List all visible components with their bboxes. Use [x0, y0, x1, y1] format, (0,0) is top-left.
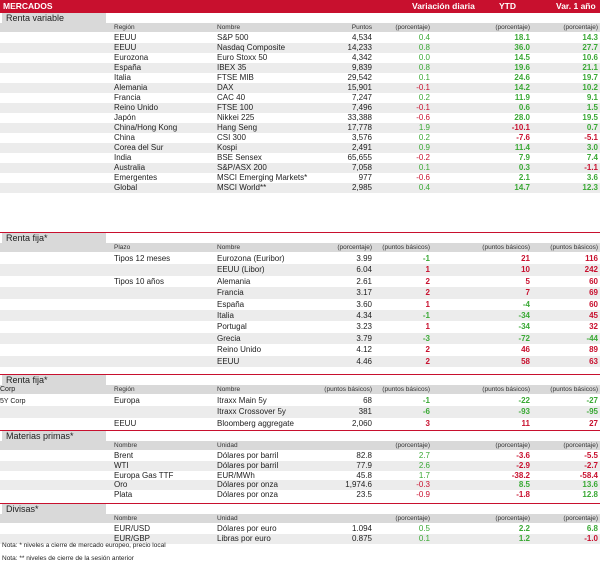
renta_variable-cell-5: 21.1 — [582, 63, 598, 72]
renta_fija-cell-3: 1 — [425, 299, 430, 309]
renta_variable-cell-5: 0.7 — [586, 123, 598, 132]
renta_variable-cell-4: 19.6 — [514, 63, 530, 72]
renta_variable-cell-4: 11.9 — [514, 93, 530, 102]
renta_variable-cell-2: 977 — [358, 173, 372, 182]
renta_fija_corp-col-1: Nombre — [217, 386, 241, 393]
materias-col-5: (porcentaje) — [563, 442, 598, 449]
renta_fija_corp-cell-0: Europa — [114, 396, 140, 405]
renta_fija_corp-cell-1: Bloomberg aggregate — [217, 418, 294, 428]
renta_variable-cell-4: 2.1 — [518, 173, 530, 182]
renta_fija-cell-5: 69 — [589, 288, 598, 298]
renta_variable-cell-2: 2,985 — [351, 183, 372, 192]
renta_variable-cell-4: 7.9 — [518, 153, 530, 162]
divisas-cell-2: 0.875 — [351, 534, 372, 543]
divisas-col-4: (porcentaje) — [495, 515, 530, 522]
renta_variable-cell-3: 0.8 — [418, 63, 430, 72]
materias-cell-4: -38.2 — [511, 470, 530, 480]
renta_fija_corp-cell-4: -93 — [518, 407, 530, 417]
renta_variable-cell-1: Nasdaq Composite — [217, 43, 286, 52]
renta_variable-cell-5: 3.0 — [586, 143, 598, 152]
renta_fija-cell-2: 6.04 — [356, 265, 372, 275]
renta_fija-cell-3: -1 — [422, 311, 430, 320]
renta_variable-cell-0: Italia — [114, 73, 131, 82]
renta_fija-cell-4: 5 — [525, 276, 530, 286]
renta_variable-col-5: (porcentaje) — [563, 24, 598, 31]
renta_fija-cell-3: 2 — [425, 288, 430, 298]
renta_variable-cell-1: S&P 500 — [217, 33, 249, 42]
materias-cell-3: -0.9 — [416, 490, 430, 500]
materias-col-4: (porcentaje) — [495, 442, 530, 449]
renta_fija-cell-2: 4.34 — [356, 311, 372, 320]
renta_fija-row — [0, 310, 600, 321]
renta_variable-col-1: Nombre — [217, 24, 241, 31]
markets-header — [0, 0, 600, 12]
materias-cell-3: 2.6 — [418, 460, 430, 470]
note-1: Nota: * niveles a cierre de mercado europeo, precio local — [2, 542, 166, 549]
renta_variable-cell-4: 0.6 — [518, 103, 530, 112]
materias-cell-5: -2.7 — [584, 460, 598, 470]
renta_variable-cell-3: 0.2 — [418, 93, 430, 102]
divisas-cell-0: EUR/USD — [114, 524, 151, 533]
divisas-cell-3: 0.1 — [418, 534, 430, 543]
divisas-cell-0: EUR/GBP — [114, 534, 151, 543]
renta_fija-cell-5: 242 — [584, 265, 598, 275]
renta_fija-cell-5: 60 — [589, 299, 598, 309]
renta_variable-cell-5: 19.7 — [582, 73, 598, 82]
renta_variable-cell-3: 0.1 — [418, 73, 430, 82]
renta_variable-cell-0: Japón — [114, 113, 136, 122]
renta_variable-cell-0: Emergentes — [114, 173, 158, 182]
renta_variable-cell-0: Corea del Sur — [114, 143, 164, 152]
renta_variable-cell-0: EEUU — [114, 33, 137, 42]
renta_fija-cell-2: 3.60 — [356, 299, 372, 309]
renta_fija-col-4: (puntos básicos) — [482, 244, 530, 251]
materias-cell-2: 45.8 — [356, 470, 372, 480]
materias-cell-5: -5.5 — [584, 451, 598, 460]
renta_fija-col-2: (porcentaje) — [337, 244, 372, 251]
renta_fija-cell-1: EEUU (Libor) — [217, 265, 265, 275]
header-1y: Var. 1 año — [556, 1, 596, 11]
renta_variable-cell-2: 4,342 — [351, 53, 372, 62]
materias-cell-5: 12.8 — [582, 490, 598, 500]
renta_variable-cell-0: Francia — [114, 93, 141, 102]
renta_variable-cell-3: 0.2 — [418, 133, 430, 142]
renta_fija_corp-cell-5: 27 — [589, 418, 598, 428]
renta_variable-cell-1: Hang Seng — [217, 123, 258, 132]
materias-cell-1: Dólares por barril — [217, 460, 279, 470]
divisas-row — [0, 524, 600, 534]
renta_variable-cell-4: 36.0 — [514, 43, 530, 52]
renta_variable-cell-5: 12.3 — [582, 183, 598, 192]
materias-cell-4: 8.5 — [518, 480, 530, 490]
divisas-cell-4: 2.2 — [518, 524, 530, 533]
renta_variable-subheader — [0, 23, 600, 32]
renta_fija-cell-4: -72 — [518, 333, 530, 343]
renta_fija-cell-3: -3 — [422, 333, 430, 343]
renta_variable-row — [0, 63, 600, 73]
renta_fija-cell-3: 2 — [425, 345, 430, 355]
header-title: MERCADOS — [3, 1, 53, 11]
renta_variable-cell-4: 11.4 — [514, 143, 530, 152]
renta_variable-row — [0, 93, 600, 103]
renta_fija-cell-5: 63 — [589, 356, 598, 366]
materias-title: Materias primas* — [2, 431, 106, 442]
materias-cell-1: Dólares por onza — [217, 480, 278, 490]
renta_variable-cell-0: Global — [114, 183, 138, 192]
renta_variable-cell-5: 7.4 — [586, 153, 598, 162]
renta_variable-cell-1: S&P/ASX 200 — [217, 163, 267, 172]
renta_fija-cell-4: -34 — [518, 311, 530, 320]
renta_variable-cell-0: Eurozona — [114, 53, 149, 62]
renta_variable-row — [0, 83, 600, 93]
renta_variable-cell-4: -7.6 — [516, 133, 530, 142]
renta_fija_corp-cell-5: -27 — [586, 396, 598, 405]
renta_variable-row — [0, 133, 600, 143]
renta_variable-cell-1: FTSE 100 — [217, 103, 254, 112]
renta_fija-cell-4: 58 — [521, 356, 530, 366]
renta_variable-cell-3: -0.6 — [416, 113, 430, 122]
materias-row — [0, 471, 600, 481]
divisas-cell-5: 6.8 — [586, 524, 598, 533]
renta_variable-row — [0, 183, 600, 193]
renta_fija_corp-col-0: Región — [114, 386, 135, 393]
renta_fija_corp-cell-3: -1 — [422, 396, 430, 405]
renta_fija_corp-col-4: (puntos básicos) — [482, 386, 530, 393]
renta_variable-col-0: Región — [114, 24, 135, 31]
renta_variable-cell-2: 7,058 — [351, 163, 372, 172]
renta_variable-cell-0: China — [114, 133, 135, 142]
renta_fija_corp-col-2: (puntos básicos) — [324, 386, 372, 393]
materias-row — [0, 490, 600, 500]
renta_variable-row — [0, 103, 600, 113]
renta_variable-row — [0, 33, 600, 43]
divisas-cell-2: 1.094 — [351, 524, 372, 533]
renta_variable-cell-5: -1.1 — [584, 163, 598, 172]
note-2: Nota: ** niveles de cierre de la sesión anterior — [2, 555, 134, 562]
renta_variable-cell-2: 2,491 — [351, 143, 372, 152]
renta_variable-cell-2: 7,496 — [351, 103, 372, 112]
renta_fija-cell-4: 46 — [521, 345, 530, 355]
renta_variable-cell-5: 10.2 — [582, 83, 598, 92]
renta_fija-cell-2: 2.61 — [356, 276, 372, 286]
renta_variable-cell-5: 10.6 — [582, 53, 598, 62]
renta_variable-cell-1: Nikkei 225 — [217, 113, 255, 122]
renta_variable-row — [0, 123, 600, 133]
renta_fija_corp-subheader — [0, 385, 600, 394]
renta_variable-cell-3: -0.1 — [416, 83, 430, 92]
renta_fija_corp-cell-2: 2,060 — [351, 418, 372, 428]
renta_fija_corp-cell-2: 381 — [358, 407, 372, 417]
renta_variable-row — [0, 73, 600, 83]
materias-cell-1: Dólares por onza — [217, 490, 278, 500]
renta_fija_corp-cell-5: -95 — [586, 407, 598, 417]
renta_fija-cell-5: 45 — [589, 311, 598, 320]
renta_fija-cell-1: EEUU — [217, 356, 240, 366]
renta_variable-cell-1: CSI 300 — [217, 133, 246, 142]
renta_variable-cell-3: 0.0 — [418, 53, 430, 62]
renta_variable-cell-1: MSCI World** — [217, 183, 267, 192]
renta_fija-row — [0, 356, 600, 367]
renta_variable-cell-2: 3,576 — [351, 133, 372, 142]
renta_variable-cell-3: -0.6 — [416, 173, 430, 182]
renta_variable-cell-1: IBEX 35 — [217, 63, 247, 72]
renta_variable-cell-2: 29,542 — [347, 73, 372, 82]
renta_fija-cell-2: 3.99 — [356, 254, 372, 263]
renta_variable-cell-1: FTSE MIB — [217, 73, 254, 82]
renta_variable-cell-4: 0.3 — [518, 163, 530, 172]
renta_fija-cell-0: Tipos 12 meses — [114, 254, 171, 263]
renta_variable-col-2: Puntos — [351, 24, 372, 31]
materias-row — [0, 461, 600, 471]
renta_variable-cell-1: DAX — [217, 83, 234, 92]
renta_fija_corp-cell-1: Itraxx Main 5y — [217, 396, 267, 405]
renta_fija-cell-5: 60 — [589, 276, 598, 286]
renta_variable-cell-4: 14.2 — [514, 83, 530, 92]
renta_fija_corp-col-5: (puntos básicos) — [550, 386, 598, 393]
renta_fija-row — [0, 253, 600, 264]
renta_fija-row — [0, 287, 600, 298]
renta_variable-cell-2: 7,247 — [351, 93, 372, 102]
renta_variable-cell-2: 15,901 — [347, 83, 372, 92]
renta_variable-cell-0: China/Hong Kong — [114, 123, 178, 132]
renta_fija-cell-2: 4.46 — [356, 356, 372, 366]
renta_fija-cell-2: 3.79 — [356, 333, 372, 343]
renta_fija-cell-5: 116 — [585, 254, 598, 263]
renta_fija-cell-4: 10 — [521, 265, 530, 275]
renta_variable-cell-0: España — [114, 63, 142, 72]
renta_variable-cell-0: India — [114, 153, 132, 162]
renta_fija-cell-4: 7 — [525, 288, 530, 298]
divisas-cell-4: 1.2 — [518, 534, 530, 543]
renta_variable-row — [0, 163, 600, 173]
renta_fija-title: Renta fija* — [2, 233, 106, 244]
materias-col-3: (porcentaje) — [395, 442, 430, 449]
materias-cell-3: 2.7 — [418, 451, 430, 460]
renta_fija-cell-1: España — [217, 299, 245, 309]
materias-cell-0: Europa Gas TTF — [114, 470, 174, 480]
materias-cell-3: -0.3 — [416, 480, 430, 490]
renta_fija-cell-3: 2 — [425, 356, 430, 366]
divisas-col-0: Nombre — [114, 515, 138, 522]
materias-row — [0, 451, 600, 461]
renta_variable-row — [0, 53, 600, 63]
renta_fija_corp-cell-4: -22 — [518, 396, 530, 405]
renta_variable-row — [0, 113, 600, 123]
renta_variable-cell-3: 0.4 — [418, 183, 430, 192]
renta_fija_corp-cell-2: 68 — [363, 396, 372, 405]
renta_variable-cell-4: 24.6 — [514, 73, 530, 82]
renta_variable-cell-3: 0.1 — [418, 163, 430, 172]
renta_variable-cell-2: 33,388 — [347, 113, 372, 122]
renta_variable-row — [0, 143, 600, 153]
renta_fija-row — [0, 276, 600, 287]
renta_fija-col-5: (puntos básicos) — [550, 244, 598, 251]
renta_variable-cell-5: 14.3 — [582, 33, 598, 42]
materias-cell-0: WTI — [114, 460, 129, 470]
renta_fija-cell-3: -1 — [422, 254, 430, 263]
renta_variable-cell-5: 9.1 — [586, 93, 598, 102]
renta_fija-col-3: (puntos básicos) — [382, 244, 430, 251]
renta_fija-col-1: Nombre — [217, 244, 241, 251]
renta_fija-row — [0, 333, 600, 344]
renta_fija-cell-1: Italia — [217, 311, 234, 320]
renta_variable-cell-5: 27.7 — [582, 43, 598, 52]
divisas-col-5: (porcentaje) — [563, 515, 598, 522]
renta_fija-cell-3: 1 — [425, 322, 430, 332]
renta_fija_corp-cell-4: 11 — [521, 418, 530, 428]
5y-corp-side-label: 5Y Corp — [0, 398, 26, 405]
renta_fija-row — [0, 321, 600, 332]
renta_variable-cell-1: Euro Stoxx 50 — [217, 53, 268, 62]
renta_fija-cell-5: -44 — [586, 333, 598, 343]
divisas-title: Divisas* — [2, 504, 106, 515]
renta_fija-cell-1: Portugal — [217, 322, 247, 332]
divisas-subheader — [0, 514, 600, 523]
renta_fija_corp-row — [0, 395, 600, 406]
renta_fija-cell-0: Tipos 10 años — [114, 276, 164, 286]
materias-col-1: Unidad — [217, 442, 238, 449]
renta_variable-cell-3: 0.8 — [418, 43, 430, 52]
renta_fija_corp-title: Renta fija* — [2, 375, 106, 386]
renta_fija_corp-cell-0: EEUU — [114, 418, 137, 428]
renta_fija-cell-1: Eurozona (Euribor) — [217, 254, 285, 263]
renta_fija-cell-5: 89 — [589, 345, 598, 355]
renta_variable-cell-3: -0.1 — [416, 103, 430, 112]
divisas-cell-5: -1.0 — [584, 534, 598, 543]
renta_fija-cell-1: Francia — [217, 288, 244, 298]
renta_fija-cell-5: 32 — [589, 322, 598, 332]
divisas-col-1: Unidad — [217, 515, 238, 522]
renta_variable-cell-2: 65,655 — [347, 153, 372, 162]
renta_variable-row — [0, 173, 600, 183]
renta_variable-cell-0: EEUU — [114, 43, 137, 52]
renta_variable-cell-1: MSCI Emerging Markets* — [217, 173, 308, 182]
renta_variable-cell-2: 14,233 — [347, 43, 372, 52]
renta_fija-cell-4: -34 — [518, 322, 530, 332]
renta_variable-cell-2: 4,534 — [351, 33, 372, 42]
renta_variable-cell-1: CAC 40 — [217, 93, 246, 102]
renta_fija-cell-3: 1 — [425, 265, 430, 275]
renta_fija-row — [0, 344, 600, 355]
renta_fija_corp-col-3: (puntos básicos) — [382, 386, 430, 393]
renta_variable-cell-5: 19.5 — [582, 113, 598, 122]
materias-cell-2: 23.5 — [356, 490, 372, 500]
materias-cell-0: Plata — [114, 490, 133, 500]
renta_variable-cell-4: 18.1 — [514, 33, 530, 42]
materias-cell-2: 77.9 — [356, 460, 372, 470]
renta_fija_corp-row — [0, 418, 600, 429]
renta_fija_corp-cell-1: Itraxx Crossover 5y — [217, 407, 286, 417]
renta_fija-cell-4: 21 — [521, 254, 530, 263]
header-daily-change: Variación diaria — [412, 1, 475, 11]
divisas-cell-1: Dólares por euro — [217, 524, 277, 533]
divisas-cell-1: Libras por euro — [217, 534, 271, 543]
renta_fija-row — [0, 299, 600, 310]
materias-cell-1: Dólares por barril — [217, 451, 279, 460]
renta_fija-cell-2: 4.12 — [356, 345, 372, 355]
renta_variable-cell-3: 0.9 — [418, 143, 430, 152]
materias-cell-0: Brent — [114, 451, 134, 460]
renta_variable-cell-1: Kospi — [217, 143, 238, 152]
materias-cell-5: 13.6 — [582, 480, 598, 490]
materias-cell-3: 1.7 — [418, 470, 430, 480]
materias-row — [0, 480, 600, 490]
renta_fija-col-0: Plazo — [114, 244, 131, 251]
renta_variable-cell-5: -5.1 — [584, 133, 598, 142]
renta_variable-cell-0: Reino Unido — [114, 103, 159, 112]
materias-cell-2: 82.8 — [356, 451, 372, 460]
materias-cell-5: -58.4 — [579, 470, 598, 480]
renta_fija_corp-row — [0, 406, 600, 417]
renta_fija-cell-2: 3.17 — [356, 288, 372, 298]
renta_fija-cell-2: 3.23 — [356, 322, 372, 332]
renta_fija-row — [0, 264, 600, 275]
renta_fija_corp-cell-3: -6 — [422, 407, 430, 417]
renta_variable-cell-4: 14.5 — [514, 53, 530, 62]
materias-cell-0: Oro — [114, 480, 128, 490]
renta_variable-cell-0: Australia — [114, 163, 146, 172]
renta_variable-title: Renta variable — [2, 13, 106, 24]
renta_fija-cell-4: -4 — [522, 299, 530, 309]
renta_variable-cell-5: 1.5 — [586, 103, 598, 112]
renta_fija-subheader — [0, 243, 600, 252]
materias-cell-2: 1,974.6 — [345, 480, 372, 490]
renta_variable-col-3: (porcentaje) — [395, 24, 430, 31]
header-ytd: YTD — [499, 1, 516, 11]
renta_variable-cell-4: 28.0 — [514, 113, 530, 122]
divisas-cell-3: 0.5 — [418, 524, 430, 533]
materias-subheader — [0, 441, 600, 450]
materias-cell-4: -1.8 — [516, 490, 530, 500]
renta_variable-row — [0, 43, 600, 53]
materias-col-0: Nombre — [114, 442, 138, 449]
renta_variable-cell-4: -10.1 — [511, 123, 530, 132]
renta_fija-cell-1: Reino Unido — [217, 345, 262, 355]
renta_fija_corp-cell-3: 3 — [425, 418, 430, 428]
renta_variable-cell-0: Alemania — [114, 83, 148, 92]
renta_fija-cell-3: 2 — [425, 276, 430, 286]
materias-cell-1: EUR/MWh — [217, 470, 255, 480]
renta_variable-cell-3: 0.4 — [418, 33, 430, 42]
renta_variable-cell-1: BSE Sensex — [217, 153, 262, 162]
corp-side-label: Corp — [0, 386, 16, 393]
renta_fija-cell-1: Grecia — [217, 333, 241, 343]
renta_fija-cell-1: Alemania — [217, 276, 251, 286]
renta_variable-col-4: (porcentaje) — [495, 24, 530, 31]
materias-cell-4: -2.9 — [516, 460, 530, 470]
renta_variable-cell-2: 9,839 — [351, 63, 372, 72]
renta_variable-cell-3: -0.2 — [416, 153, 430, 162]
divisas-col-3: (porcentaje) — [395, 515, 430, 522]
renta_variable-row — [0, 153, 600, 163]
materias-cell-4: -3.6 — [516, 451, 530, 460]
renta_variable-cell-2: 17,778 — [347, 123, 372, 132]
renta_variable-cell-4: 14.7 — [514, 183, 530, 192]
renta_variable-cell-5: 3.6 — [586, 173, 598, 182]
renta_variable-cell-3: 1.9 — [418, 123, 430, 132]
